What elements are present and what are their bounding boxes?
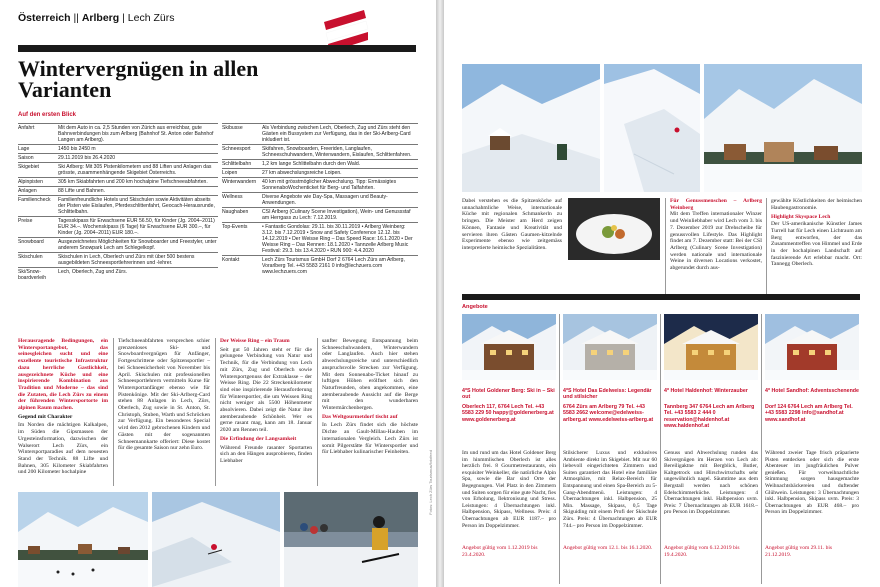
- column-divider: [660, 314, 661, 584]
- right-page: [444, 0, 880, 587]
- page-gutter: [436, 0, 444, 587]
- fact-value: Als Verbindung zwischen Lech, Oberlech, Zug und Zürs steht den Gästen ein Bussystem zur Verfügung, das in der Ski-Arlberg-Card inkludiert ist.: [262, 125, 411, 143]
- body-paragraph: sanfter Bewegung Entspannung beim Schneeschuhwandern, Winterwandern oder Langlaufen. Auch hier stehen abwechslungsreiche und unterschiedlich anspruchsvolle Strecken zur Verfügung. Mit dem Sonnenabo-Ticket hinauf zu luftigen Höhen erölfnet sich den Naturfreunden, oben angekommen, eine atemberaubende Aussicht auf die Berge mit den wunderbaren Wintermärchenbergen.: [322, 338, 418, 412]
- subheading: Highlight Skyspace Lech: [771, 214, 831, 221]
- fact-value: 29.11.2019 bis 26.4.2020: [58, 155, 116, 161]
- fact-key: Loipen: [222, 170, 238, 176]
- winter-village-photo: [18, 492, 148, 587]
- body-paragraph: Der US-amerikanische Künstler James Turrell hat für Lech einen Lichtraum am Berg entworfen, der das Zusammentreffen von Himmel und Erde in der hochalpinen Landschaft auf faszinierende Art erlebbar macht. Ort: Tannegg Oberlech.: [771, 221, 862, 268]
- hotel-name: 4* Hotel Haldenhof: Winterzauber: [664, 388, 748, 394]
- hotel-offer-card: [664, 314, 758, 558]
- hotel-contact: 6764 Zürs am Arlberg 79 Tel. +43 5583 2662 welcome@edelweiss-arlberg.at www.edelweiss-arlberg.at: [563, 404, 654, 423]
- fact-row: [18, 123, 218, 144]
- fact-key: Anlagen: [18, 188, 37, 194]
- right-column-2: [670, 198, 762, 272]
- right-column-1: [462, 198, 562, 252]
- column-divider: [113, 338, 114, 486]
- photo-credit: Fotos: Lech Zürs Tourismus/fotofeed: [428, 450, 433, 515]
- facts-table-right: [222, 123, 418, 276]
- fact-key: Skischulen: [18, 254, 43, 260]
- hotel-description: Stilsicherer Luxus und exklusives Ambiente direkt im Skigebiet. Mit nur 60 liebevoll eingerichteten Zimmern und Suiten garantiert das Hotel eine familiäre Atmosphäre, mit Relax-Bereich für Entspannung und einen Spa-Bereich zu 5-Gang-Abendmenü. Leistungen: 4 Übernachtungen inkl. Halbpension, 25 Min. Massage, Skipass, 0,5 Tage Skiguiding mit einem Profi der Skischule Zürs. Preis: 4 Übernachtungen ab EUR 744.– pro Person im Doppelzimmer.: [563, 450, 657, 529]
- skier-powder-photo: [152, 492, 280, 587]
- section-rule: [462, 294, 860, 300]
- fact-key: Preise: [18, 218, 33, 224]
- fact-key: Kontakt: [222, 257, 240, 263]
- header-country: Österreich: [18, 12, 71, 24]
- fact-row: [18, 177, 218, 186]
- fact-row: [18, 267, 218, 282]
- fact-key: Naughaben: [222, 209, 249, 215]
- column-2: [118, 338, 210, 454]
- offers-label: Angebote: [462, 304, 488, 310]
- snow-chalet-photo: [462, 64, 600, 192]
- fact-key: Lage: [18, 146, 30, 152]
- column-divider: [766, 198, 767, 296]
- fact-key: Ski/Snow-boardverleih: [18, 269, 47, 281]
- fact-row: [222, 123, 418, 144]
- hotel-offer-card: [563, 314, 657, 552]
- facts-table-left: [18, 123, 218, 282]
- fact-key: Schlittelbahn: [222, 161, 252, 167]
- column-divider: [559, 314, 560, 584]
- hotel-description: Genuss und Abwechslung runden das Skivergnügen im Herzen von Lech ab: Bereiligaktne mit Bergblick, Butler, Kaltgetrock und Hirschwirtschafts sehr ungewöhnlich nagel. Säumtime aus dem Bergstall werden nach schönen Edelschimmerküche. Leistungen: 4 Übernachtungen inkl. Halbpension uvm. Preis: 7 Übernachtungen ab EUR 1618.– pro Person im Doppelzimmer.: [664, 450, 758, 516]
- fact-key: Anfahrt: [18, 125, 35, 131]
- column-divider: [317, 338, 318, 486]
- fact-value: Tagesskipass für Erwachsene EUR 56.50, für Kinder (Jg. 2004–2011) EUR 34.–. Wochenskipass (6 Tage) für Erwachsene EUR 300.–, für Kinder (Jg. 2004–2011) EUR 180.–.: [58, 218, 215, 236]
- header-place: Lech Zürs: [127, 12, 175, 24]
- hotel-photo: [664, 314, 758, 380]
- right-column-3: [771, 198, 862, 268]
- fact-row: [18, 237, 218, 252]
- fact-value: 88 Lifte und Bahnen.: [58, 188, 106, 194]
- offer-validity: Angebot gültig vom 12.1. bis 16.1.2020.: [563, 545, 653, 551]
- offer-validity: Angebot gültig vom 6.12.2019 bis 19.4.2020.: [664, 545, 740, 558]
- fact-key: Saison: [18, 155, 34, 161]
- fact-value: Lech Zürs Tourismus GmbH Dorf 2 6764 Lech Zürs am Arlberg, Vorarlberg Tel. +43 5583 2161 0 info@lechzuers.com www.lechzuers.com: [262, 257, 405, 275]
- fact-value: Ski Arlberg: Mit 305 Pistenkilometern und 88 Liften und Anlagen das grösste, zusammenhängende Skigebiet Österreichs.: [58, 164, 212, 176]
- body-paragraph: Während Freunde rasanter Sportarten sich an den Hängen ausprobieren, finden Liebhaber: [220, 444, 312, 464]
- fact-value: Ausgezeichnetes Möglichkeiten für Snowboarder und Freestyler, unter anderem Snowpark Lech am Schlegelkopf.: [58, 239, 217, 251]
- body-paragraph: Seit gut 50 Jahren steht er für die gelungene Verbindung von Natur und Technik, für die Verbindung von Lech mit Zürs, Zug und Oberlech sowie Wintersportgenuss der Extraklasse – der Weisse Ring. Die 22 Streckenkilometer sind eine inspirierende Herausforderung für Wintersportler, die um Weissen Ring nicht weniger als 5500 Höhenmeter absolvieren. Dabei zeigt die Natur ihre atemberaubende Schönheit. Wer es gerne rasant mag, kann am 18. Januar 2020 am Rennen teil.: [220, 346, 312, 434]
- column-divider: [665, 198, 666, 296]
- fact-row: [222, 159, 418, 168]
- subheading: Für Genussmenschen – Arlberg Weinberg: [670, 198, 762, 211]
- fact-row: [18, 153, 218, 162]
- fact-row: [222, 177, 418, 192]
- top-rule: [18, 45, 416, 52]
- fact-row: [222, 144, 418, 159]
- subheading: Der Weisse Ring – ein Traum: [220, 338, 290, 344]
- fact-row: [18, 195, 218, 216]
- body-paragraph: Mit dem Treffen internationaler Winzer und Weinliebhaber wird Lech vom 3. bis 7. Dezember 2019 zur Drehscheibe für genussvollen Lifestyle. Das Highlight findet am 7. Dezember statt: Bei der CSI Arlberg (Culinary Scene Investigation) werden nationale und internationale Weine in diversen Locations verkostet, abgerundet durch aus-: [670, 211, 762, 272]
- fact-value: Skischulen in Lech, Oberlech und Zürs mit über 500 bestens ausgebildeten Schneesportlehrerinnen und -lehrer.: [58, 254, 195, 266]
- fact-value: • Fantastic Gondolas: 29.11. bis 30.11.2019 • Arlberg Weinberg: 3.12. bis 7.12.2019 • Snow and Safety Conference 12.12. bis 14.12.2019 • Der Weisse Ring – Das Speed Race: 16.1.2020 • Der Weisse Ring – Das Rennen: 18.1.2020 • Tannzelle Arlberg Music Festival: 29.3. bis 13.4.2020 • RUN 900: 4.4.2020: [262, 224, 413, 254]
- body-paragraph: gewählte Köstlichkeiten der heimischen Haubengastronomie.: [771, 198, 862, 211]
- hotel-name: 4*S Hotel Das Edelweiss: Legendär und stilsicher: [563, 388, 652, 401]
- lead-paragraph: Herausragende Bedingungen, ein Wintersportangebot, das seinesgleichen sucht und eine exzellente touristische Infrastruktur dazu herrliche Gastlichkeit, ausgezeichnete Küche und eine inspirierende Kombination aus Tradition und Moderne – das sind die Zutaten, die Lech Zürs zu einem der führenden Wintersportorte im alpinen Raum machen.: [18, 338, 108, 412]
- hotel-contact: Dorf 124 6764 Lech am Arlberg Tel. +43 5583 2298 info@sandhof.at www.sandhof.at: [765, 404, 853, 423]
- hotel-photo: [765, 314, 859, 380]
- hotel-contact: Oberlech 117, 6764 Lech Tel. +43 5583 229 50 happy@goldenerberg.at www.goldenerberg.at: [462, 404, 554, 423]
- hotel-name: 4* Hotel Sandhof: Adventsschenende: [765, 388, 859, 394]
- hotel-photo: [462, 314, 556, 380]
- hotel-description: Während zweier Tage frisch präparierte Pisten entdecken oder sich die erste Abenteuer im jungfräulichen Pulver genießen. Für vorweihnachtliche Stimmung sorgen hausgemachte Weihnachtsbäckereien und duftender Glühwein. Leistungen: 3 Übernachtungen inkl. Halbpension, Skipass uvm. Preis: 3 Übernachtungen ab EUR 468.– pro Person im Doppelzimmer.: [765, 450, 859, 516]
- fact-row: [18, 144, 218, 153]
- article-title: Wintervergnügen in allen Varianten: [18, 56, 259, 102]
- fact-key: Familiencheck: [18, 197, 51, 203]
- fact-key: Skibusse: [222, 125, 243, 131]
- column-divider: [215, 338, 216, 486]
- header-separator: |: [122, 12, 125, 24]
- offer-validity: Angebot gültig vom 29.11. bis 21.12.2019.: [765, 545, 833, 558]
- left-page: [0, 0, 436, 587]
- fact-row: [18, 216, 218, 237]
- subheading: Gegend mit Charakter: [18, 413, 73, 420]
- section-header: [18, 12, 174, 24]
- hotel-name: 4*S Hotel Goldener Berg: Ski in – Ski out: [462, 388, 555, 401]
- fact-row: [222, 168, 418, 177]
- skier-figure: [666, 124, 688, 136]
- body-paragraph: In Lech Zürs findet sich die höchste Dichte an Gault-Millau-Hauben im internationalen Vergleich. Lech Zürs ist somit Pilgerstätte für Wintersportler und für Liebhaber kulinarischer Feinheiten.: [322, 422, 418, 456]
- article-subhead: Auf den ersten Blick: [18, 112, 77, 118]
- gourmet-dish-photo: [568, 198, 660, 260]
- fact-row: [18, 186, 218, 195]
- subheading: Das Weltgourmetdorf tischt auf: [322, 413, 398, 420]
- column-divider: [761, 314, 762, 584]
- fact-row: [222, 207, 418, 222]
- column-1: [18, 338, 108, 478]
- offer-validity: Angebot gültig vom 1.12.2019 bis 23.4.2020.: [462, 545, 538, 558]
- hotel-offer-card: [765, 314, 859, 558]
- fact-key: Winterwandern: [222, 179, 257, 185]
- fact-value: Skifahren, Snowboarden, Freeriden, Langlaufen, Schneeschuhwandern, Winterwandern, Eislaufen, Schlittenfahren.: [262, 146, 412, 158]
- header-region: Arlberg: [81, 12, 120, 24]
- fact-value: 1450 bis 2450 m: [58, 146, 96, 152]
- fact-value: 305 km Skiabfahrten und 200 km hochalpine Tiefschneeabfahrten.: [58, 179, 208, 185]
- fact-key: Wellness: [222, 194, 243, 200]
- fact-row: [222, 255, 418, 276]
- fact-key: Skigebiet: [18, 164, 39, 170]
- fact-row: [222, 192, 418, 207]
- fact-row: [18, 252, 218, 267]
- hotel-contact: Tannberg 347 6764 Lech am Arlberg Tel. +43 5583 2 444 0 reservation@haldenhof.at www.haldenhof.at: [664, 404, 755, 430]
- fact-value: CSI Arlberg (Culinary Scene Investigation), Wein- und Genussstaf am Herrgass zu Lech: 7.12.2019.: [262, 209, 411, 221]
- fact-value: 1,2 km lange Schlittelbahn durch den Wald.: [262, 161, 361, 167]
- column-3: [220, 338, 312, 467]
- fact-value: Lech, Oberlech, Zug und Zürs.: [58, 269, 128, 275]
- hotel-offer-card: [462, 314, 556, 558]
- body-paragraph: Dabei verstehen es die Spitzenköche auf unnachahmliche Weise, internationale Küche mit regionalen Schmankerln zu bringen. Die Meister am Herd zeigen Können, Fantasie und Kreativität und servieren ihren Gästen Gaumen-kitzelnde Experimente ebenso wie zeitgemäss interpretierte heimische Spezialitäten.: [462, 198, 562, 251]
- header-separator: ||: [73, 12, 79, 24]
- alpine-village-photo: [704, 64, 862, 192]
- subheading: Die Erfindung der Langsamkeit: [220, 435, 297, 442]
- fact-value: 27 km abwechslungsreiche Loipen.: [262, 170, 342, 176]
- fact-key: Top-Events: [222, 224, 248, 230]
- fact-value: Diverse Angebote wie Day-Spa, Massagen und Beauty-Anwendungen.: [262, 194, 388, 206]
- fact-value: 40 km mit grösstmöglicher Abwechslung. Tipp: Ermässigtes SonnenaboWochenticket für Berg- und Talfahrten.: [262, 179, 397, 191]
- fact-key: Schneesport: [222, 146, 251, 152]
- column-4: [322, 338, 418, 458]
- fact-key: Alpinpisten: [18, 179, 43, 185]
- body-paragraph: Im Norden die mächtigen Kalkalpen, im Süden die Gipsmassen der Urgesteinsformation, dazwischen der Walserort Lech Zürs, ein Wintersportparadies auf dem neuesten Stand der Technik. 88 Lifte und Bahnen, 305 Kilometer Skiabfahrten und 200 Kilometer hochalpine: [18, 422, 108, 476]
- fact-row: [222, 222, 418, 255]
- fact-row: [18, 162, 218, 177]
- fact-value: Mit dem Auto in ca. 2,5 Stunden von Zürich aus erreichbar, gute Bahnverbindungen bis zum Arlberg (Bahnhof St. Anton oder Bahnhof Langen am Arlberg).: [58, 125, 214, 143]
- fact-value: Familienfreundliche Hotels und Skischulen sowie Aktivitäten abseits der Pisten wie Eislaufen, Pferdeschlittenfahrt, Geocach-Herausrunde, Schlittelbahn.: [58, 197, 215, 215]
- ski-race-photo: [284, 492, 418, 587]
- hotel-photo: [563, 314, 657, 380]
- hotel-description: Im und rund um das Hotel Goldener Berg im hinmmlischen Oberlech ist alles herzlich frei. 8 Gourmetrestaurants, ein exquisiter Weinkeller, die natürliche Alpin Spa, sowie die Bar sind Orte der Begegnungen. Viel Platz in den Zimmern und Suiten sorgen für eine gute Nacht, fies von Erholung, Ilektronisung und Stress. Leistungen: 4 Übernachtungen inkl. Halbpension, Skipass, Wellness. Preis: 4 Übernachtungen ab EUR 1187.– pro Person im Doppelzimmer.: [462, 450, 556, 529]
- fact-key: Snowboard: [18, 239, 44, 245]
- body-paragraph: Tiefschneeabfahrten versprechen schier grenzenloses Ski- und Snowboardvergnügen für Anfänger, Fortgeschrittene oder Spitzensportler – bei Schneesicherheit von November bis April. Skischulen mit professionellen Schneesportlehrern vermitteln Kurse für Wintersportanfänger ebenso wie für Pistenkönige. Mit der Ski-Arlberg-Card stehen 88 Anlagen in Lech, Zürs, Oberlech, Zug sowie in St. Anton, St. Christoph, Stuben, Warth und Schröcken zur Verfügung. Ein besonderes Special wird den 2012 gebrochenen Kindern und Gästen mit der sogenannten Schneemannkarte offeriert: Diese kostet für die gesamte Saison nur zehn Euro.: [118, 338, 210, 452]
